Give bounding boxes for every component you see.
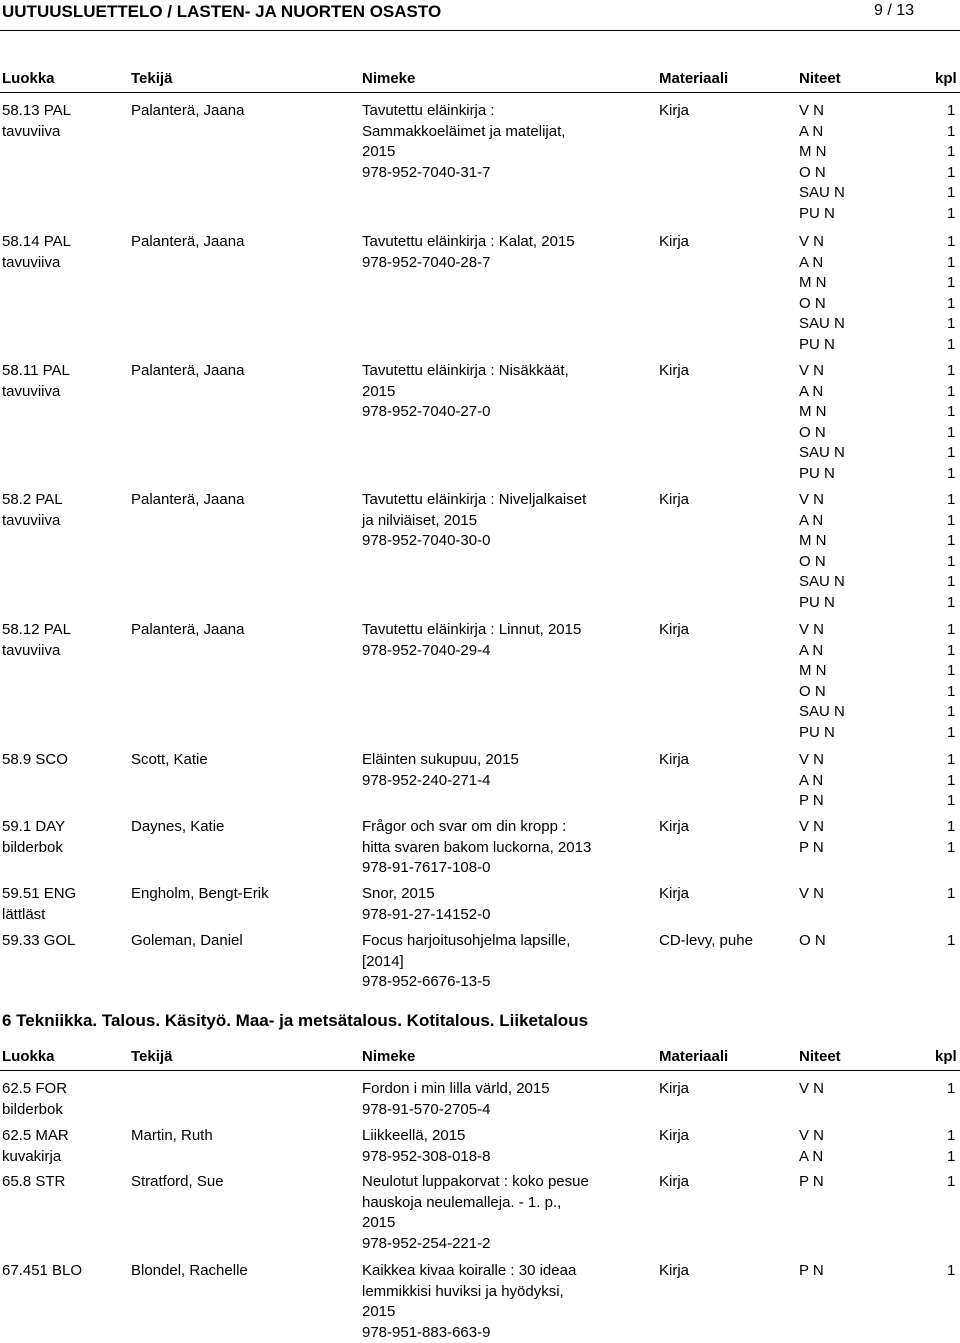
title-line: Tavutettu eläinkirja : Nisäkkäät,	[362, 361, 569, 382]
material: Kirja	[659, 232, 689, 253]
title-line: Frågor och svar om din kropp :	[362, 817, 566, 838]
copy-count: 1	[947, 1126, 955, 1147]
title-line: 978-952-6676-13-5	[362, 972, 490, 993]
col-niteet-header: Niteet	[799, 1048, 841, 1065]
copy-count: 1	[947, 1261, 955, 1282]
col-nimeke-header: Nimeke	[362, 1048, 415, 1065]
copy-count: 1	[947, 361, 955, 382]
copy-location: V N	[799, 101, 824, 122]
class-code: 62.5 MAR	[2, 1126, 69, 1147]
copy-count: 1	[947, 1172, 955, 1193]
col-materiaali-header: Materiaali	[659, 70, 728, 87]
copy-count: 1	[947, 163, 955, 184]
copy-location: O N	[799, 294, 826, 315]
copy-location: V N	[799, 1079, 824, 1100]
copy-location: SAU N	[799, 702, 845, 723]
author: Blondel, Rachelle	[131, 1261, 248, 1282]
copy-count: 1	[947, 931, 955, 952]
copy-count: 1	[947, 641, 955, 662]
copy-count: 1	[947, 884, 955, 905]
copy-count: 1	[947, 1079, 955, 1100]
material: Kirja	[659, 817, 689, 838]
copy-count: 1	[947, 273, 955, 294]
copy-location: PU N	[799, 593, 835, 614]
copy-count: 1	[947, 490, 955, 511]
copy-count: 1	[947, 552, 955, 573]
copy-count: 1	[947, 511, 955, 532]
copy-count: 1	[947, 771, 955, 792]
author: Palanterä, Jaana	[131, 232, 244, 253]
copy-location: M N	[799, 142, 827, 163]
copy-location: V N	[799, 490, 824, 511]
copy-location: M N	[799, 273, 827, 294]
title-line: 978-952-7040-27-0	[362, 402, 490, 423]
class-code: tavuviiva	[2, 382, 60, 403]
col-kpl-header: kpl	[935, 70, 957, 87]
title-line: 978-91-27-14152-0	[362, 905, 490, 926]
title-line: 978-952-7040-31-7	[362, 163, 490, 184]
material: Kirja	[659, 750, 689, 771]
page-number: 9 / 13	[874, 2, 914, 20]
class-code: 65.8 STR	[2, 1172, 65, 1193]
author: Daynes, Katie	[131, 817, 224, 838]
copy-count: 1	[947, 232, 955, 253]
author: Palanterä, Jaana	[131, 361, 244, 382]
material: CD-levy, puhe	[659, 931, 753, 952]
title-line: Sammakkoeläimet ja matelijat,	[362, 122, 565, 143]
copy-location: M N	[799, 661, 827, 682]
col-niteet-header: Niteet	[799, 70, 841, 87]
class-code: 62.5 FOR	[2, 1079, 67, 1100]
copy-location: V N	[799, 361, 824, 382]
copy-location: M N	[799, 402, 827, 423]
title-line: 978-952-308-018-8	[362, 1147, 490, 1168]
col-nimeke-header: Nimeke	[362, 70, 415, 87]
class-code: bilderbok	[2, 1100, 63, 1121]
copy-location: A N	[799, 122, 823, 143]
material: Kirja	[659, 1261, 689, 1282]
copy-count: 1	[947, 402, 955, 423]
copy-count: 1	[947, 183, 955, 204]
title-line: Snor, 2015	[362, 884, 435, 905]
copy-location: V N	[799, 620, 824, 641]
title-line: Neulotut luppakorvat : koko pesue	[362, 1172, 589, 1193]
copy-location: V N	[799, 750, 824, 771]
title-line: 978-952-7040-28-7	[362, 253, 490, 274]
copy-count: 1	[947, 593, 955, 614]
title-line: 978-952-7040-29-4	[362, 641, 490, 662]
title-line: [2014]	[362, 952, 404, 973]
copy-location: O N	[799, 163, 826, 184]
material: Kirja	[659, 1126, 689, 1147]
copy-count: 1	[947, 838, 955, 859]
header-rule	[0, 1070, 960, 1071]
title-line: Liikkeellä, 2015	[362, 1126, 465, 1147]
copy-count: 1	[947, 682, 955, 703]
col-luokka-header: Luokka	[2, 70, 55, 87]
copy-count: 1	[947, 382, 955, 403]
copy-location: O N	[799, 931, 826, 952]
header-rule	[0, 30, 960, 31]
copy-location: A N	[799, 771, 823, 792]
title-line: 2015	[362, 142, 395, 163]
col-materiaali-header: Materiaali	[659, 1048, 728, 1065]
copy-location: V N	[799, 884, 824, 905]
class-code: 59.51 ENG	[2, 884, 76, 905]
class-code: 58.12 PAL	[2, 620, 71, 641]
class-code: kuvakirja	[2, 1147, 61, 1168]
copy-location: PU N	[799, 335, 835, 356]
title-line: Tavutettu eläinkirja :	[362, 101, 495, 122]
author: Stratford, Sue	[131, 1172, 224, 1193]
class-code: tavuviiva	[2, 253, 60, 274]
copy-count: 1	[947, 314, 955, 335]
author: Goleman, Daniel	[131, 931, 243, 952]
author: Palanterä, Jaana	[131, 490, 244, 511]
copy-location: P N	[799, 1261, 824, 1282]
author: Martin, Ruth	[131, 1126, 213, 1147]
col-luokka-header: Luokka	[2, 1048, 55, 1065]
title-line: ja nilviäiset, 2015	[362, 511, 477, 532]
copy-count: 1	[947, 750, 955, 771]
copy-location: PU N	[799, 723, 835, 744]
material: Kirja	[659, 101, 689, 122]
copy-location: SAU N	[799, 443, 845, 464]
copy-count: 1	[947, 723, 955, 744]
copy-location: O N	[799, 552, 826, 573]
copy-count: 1	[947, 620, 955, 641]
copy-location: A N	[799, 641, 823, 662]
copy-count: 1	[947, 531, 955, 552]
copy-count: 1	[947, 817, 955, 838]
copy-location: SAU N	[799, 314, 845, 335]
title-line: 978-952-240-271-4	[362, 771, 490, 792]
title-line: 978-91-570-2705-4	[362, 1100, 490, 1121]
copy-count: 1	[947, 702, 955, 723]
class-code: 59.33 GOL	[2, 931, 75, 952]
copy-location: V N	[799, 1126, 824, 1147]
class-code: 58.11 PAL	[2, 361, 70, 382]
class-code: 59.1 DAY	[2, 817, 65, 838]
col-tekija-header: Tekijä	[131, 70, 172, 87]
copy-location: O N	[799, 423, 826, 444]
copy-location: M N	[799, 531, 827, 552]
class-code: 58.9 SCO	[2, 750, 68, 771]
copy-location: V N	[799, 232, 824, 253]
class-code: 58.2 PAL	[2, 490, 63, 511]
class-code: bilderbok	[2, 838, 63, 859]
title-line: Tavutettu eläinkirja : Niveljalkaiset	[362, 490, 586, 511]
class-code: tavuviiva	[2, 511, 60, 532]
title-line: 2015	[362, 382, 395, 403]
material: Kirja	[659, 490, 689, 511]
col-tekija-header: Tekijä	[131, 1048, 172, 1065]
title-line: 2015	[362, 1302, 395, 1323]
material: Kirja	[659, 620, 689, 641]
copy-location: PU N	[799, 464, 835, 485]
title-line: 978-952-7040-30-0	[362, 531, 490, 552]
copy-count: 1	[947, 661, 955, 682]
title-line: 2015	[362, 1213, 395, 1234]
class-code: tavuviiva	[2, 122, 60, 143]
copy-location: PU N	[799, 204, 835, 225]
copy-count: 1	[947, 335, 955, 356]
title-line: 978-951-883-663-9	[362, 1323, 490, 1343]
material: Kirja	[659, 1172, 689, 1193]
author: Palanterä, Jaana	[131, 620, 244, 641]
copy-count: 1	[947, 101, 955, 122]
copy-count: 1	[947, 122, 955, 143]
class-code: tavuviiva	[2, 641, 60, 662]
copy-count: 1	[947, 294, 955, 315]
copy-count: 1	[947, 204, 955, 225]
title-line: Fordon i min lilla värld, 2015	[362, 1079, 550, 1100]
copy-location: A N	[799, 511, 823, 532]
title-line: Tavutettu eläinkirja : Linnut, 2015	[362, 620, 581, 641]
title-line: hauskoja neulemalleja. - 1. p.,	[362, 1193, 561, 1214]
title-line: hitta svaren bakom luckorna, 2013	[362, 838, 591, 859]
title-line: 978-91-7617-108-0	[362, 858, 490, 879]
header-rule	[0, 92, 960, 93]
copy-count: 1	[947, 443, 955, 464]
material: Kirja	[659, 884, 689, 905]
copy-location: A N	[799, 253, 823, 274]
copy-count: 1	[947, 464, 955, 485]
copy-location: P N	[799, 838, 824, 859]
copy-count: 1	[947, 791, 955, 812]
class-code: 58.13 PAL	[2, 101, 71, 122]
author: Engholm, Bengt-Erik	[131, 884, 269, 905]
title-line: 978-952-254-221-2	[362, 1234, 490, 1255]
copy-count: 1	[947, 253, 955, 274]
copy-location: SAU N	[799, 572, 845, 593]
class-code: lättläst	[2, 905, 45, 926]
copy-location: P N	[799, 791, 824, 812]
class-code: 67.451 BLO	[2, 1261, 82, 1282]
copy-location: A N	[799, 382, 823, 403]
author: Scott, Katie	[131, 750, 208, 771]
page-header-title: UUTUUSLUETTELO / LASTEN- JA NUORTEN OSASTO	[2, 2, 441, 22]
copy-count: 1	[947, 572, 955, 593]
author: Palanterä, Jaana	[131, 101, 244, 122]
copy-location: V N	[799, 817, 824, 838]
title-line: Focus harjoitusohjelma lapsille,	[362, 931, 570, 952]
copy-count: 1	[947, 1147, 955, 1168]
title-line: Tavutettu eläinkirja : Kalat, 2015	[362, 232, 575, 253]
material: Kirja	[659, 1079, 689, 1100]
title-line: lemmikkisi huviksi ja hyödyksi,	[362, 1282, 564, 1303]
copy-count: 1	[947, 423, 955, 444]
col-kpl-header: kpl	[935, 1048, 957, 1065]
copy-location: SAU N	[799, 183, 845, 204]
title-line: Kaikkea kivaa koiralle : 30 ideaa	[362, 1261, 576, 1282]
material: Kirja	[659, 361, 689, 382]
class-code: 58.14 PAL	[2, 232, 71, 253]
section-heading: 6 Tekniikka. Talous. Käsityö. Maa- ja metsätalous. Kotitalous. Liiketalous	[2, 1011, 588, 1031]
copy-location: O N	[799, 682, 826, 703]
copy-count: 1	[947, 142, 955, 163]
copy-location: P N	[799, 1172, 824, 1193]
title-line: Eläinten sukupuu, 2015	[362, 750, 519, 771]
copy-location: A N	[799, 1147, 823, 1168]
